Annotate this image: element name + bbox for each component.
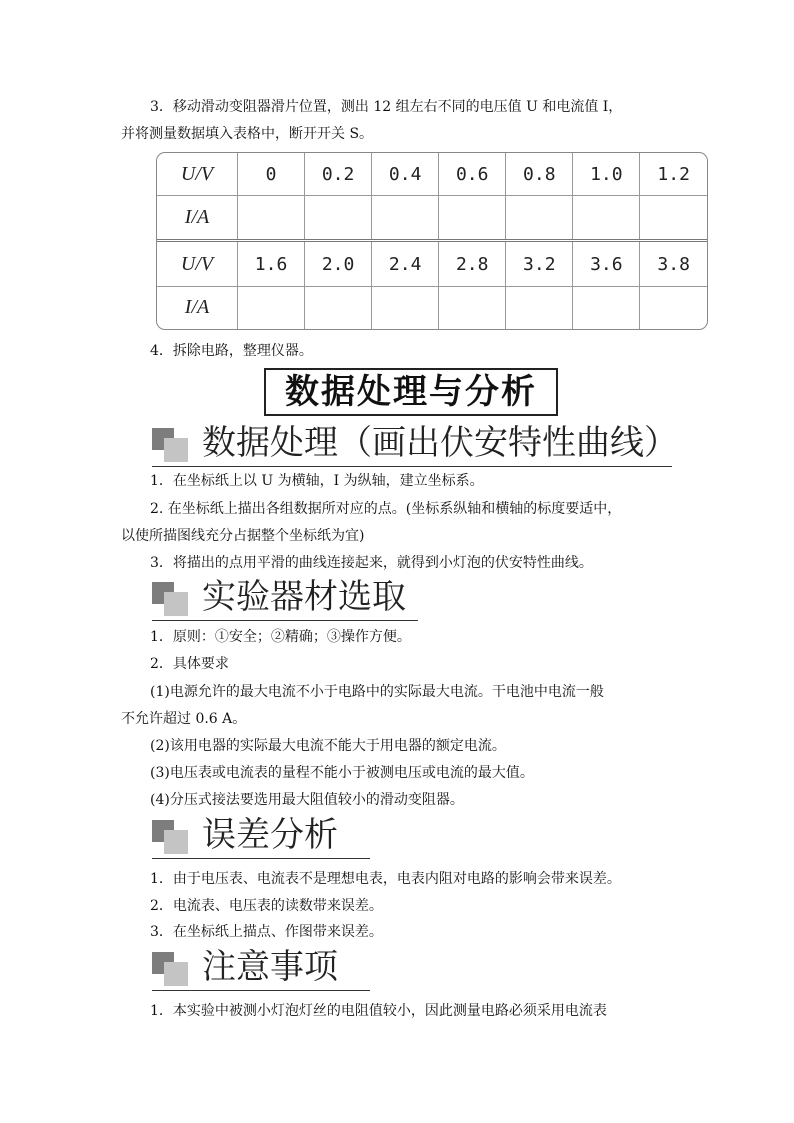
text-line: 2．电流表、电压表的读数带来误差。	[150, 898, 383, 914]
text-line: (2)该用电器的实际最大电流不能大于用电器的额定电流。	[150, 738, 506, 754]
table-cell: 1.6	[238, 241, 305, 286]
table-cell: 0.2	[305, 153, 372, 196]
table-row-voltage-1	[157, 153, 707, 196]
table-cell: 3.6	[573, 241, 640, 286]
table-cell: 1.2	[640, 153, 707, 196]
table-cell	[573, 286, 640, 329]
table-cell	[305, 196, 372, 241]
table-cell: 2.0	[305, 241, 372, 286]
text-line: (3)电压表或电流表的量程不能小于被测电压或电流的最大值。	[150, 765, 534, 781]
text-line: 1．原则：①安全；②精确；③操作方便。	[150, 629, 411, 645]
table-cell: 0.6	[439, 153, 506, 196]
text-line: (4)分压式接法要选用最大阻值较小的滑动变阻器。	[150, 792, 464, 808]
section-title: 误差分析	[202, 815, 338, 855]
section-title: 数据处理（画出伏安特性曲线）	[202, 423, 678, 463]
table-cell: 0.8	[506, 153, 573, 196]
table-cell	[506, 196, 573, 241]
section-title: 实验器材选取	[202, 577, 406, 617]
section-header-notes	[152, 948, 370, 991]
table-cell: 0.4	[372, 153, 439, 196]
table-cell	[439, 286, 506, 329]
step4-line: 4．拆除电路，整理仪器。	[150, 343, 313, 359]
i-header: I/A	[157, 286, 238, 329]
square-icon	[164, 962, 188, 986]
square-icon	[164, 830, 188, 854]
table-cell: 2.4	[372, 241, 439, 286]
table-cell: 2.8	[439, 241, 506, 286]
table-cell	[372, 286, 439, 329]
text-line: 3．在坐标纸上描点、作图带来误差。	[150, 924, 383, 940]
section-header-error-analysis	[152, 816, 370, 859]
text-line: 1．由于电压表、电流表不是理想电表，电表内阻对电路的影响会带来误差。	[150, 871, 621, 887]
table-cell	[640, 286, 707, 329]
text-line: 不允许超过 0.6 A。	[121, 711, 247, 727]
text-line: (1)电源允许的最大电流不小于电路中的实际最大电流。干电池中电流一般	[150, 684, 604, 700]
i-header: I/A	[157, 196, 238, 241]
table-cell	[439, 196, 506, 241]
u-header: U/V	[157, 241, 238, 286]
text-line: 2. 在坐标纸上描出各组数据所对应的点。(坐标系纵轴和横轴的标度要适中，	[150, 501, 622, 517]
table-cell: 0	[238, 153, 305, 196]
table-row-current-2	[157, 286, 707, 329]
text-line: 3．将描出的点用平滑的曲线连接起来，就得到小灯泡的伏安特性曲线。	[150, 555, 593, 571]
square-icon	[164, 592, 188, 616]
table-cell	[506, 286, 573, 329]
measurement-table	[156, 152, 708, 330]
table-cell	[640, 196, 707, 241]
table-row-voltage-2	[157, 241, 707, 286]
table-cell: 3.2	[506, 241, 573, 286]
table-cell: 1.0	[573, 153, 640, 196]
u-header: U/V	[157, 153, 238, 196]
step3-line1: 3．移动滑动变阻器滑片位置，测出 12 组左右不同的电压值 U 和电流值 I，	[150, 99, 623, 115]
text-line: 以使所描图线充分占据整个坐标纸为宜)	[121, 528, 365, 544]
square-icon	[164, 438, 188, 462]
step3-line2: 并将测量数据填入表格中，断开开关 S。	[121, 126, 374, 142]
section-header-equipment	[152, 578, 418, 621]
table-cell	[238, 196, 305, 241]
table-cell	[372, 196, 439, 241]
text-line: 1．在坐标纸上以 U 为横轴，I 为纵轴，建立坐标系。	[150, 473, 484, 489]
table-row-current-1	[157, 196, 707, 241]
section-title: 注意事项	[202, 947, 338, 987]
banner-title: 数据处理与分析	[264, 368, 558, 416]
table-cell	[573, 196, 640, 241]
table-cell	[238, 286, 305, 329]
table-cell	[305, 286, 372, 329]
table-cell: 3.8	[640, 241, 707, 286]
section-header-data-processing	[152, 423, 678, 467]
text-line: 2．具体要求	[150, 656, 229, 672]
text-line: 1．本实验中被测小灯泡灯丝的电阻值较小，因此测量电路必须采用电流表	[150, 1003, 607, 1019]
